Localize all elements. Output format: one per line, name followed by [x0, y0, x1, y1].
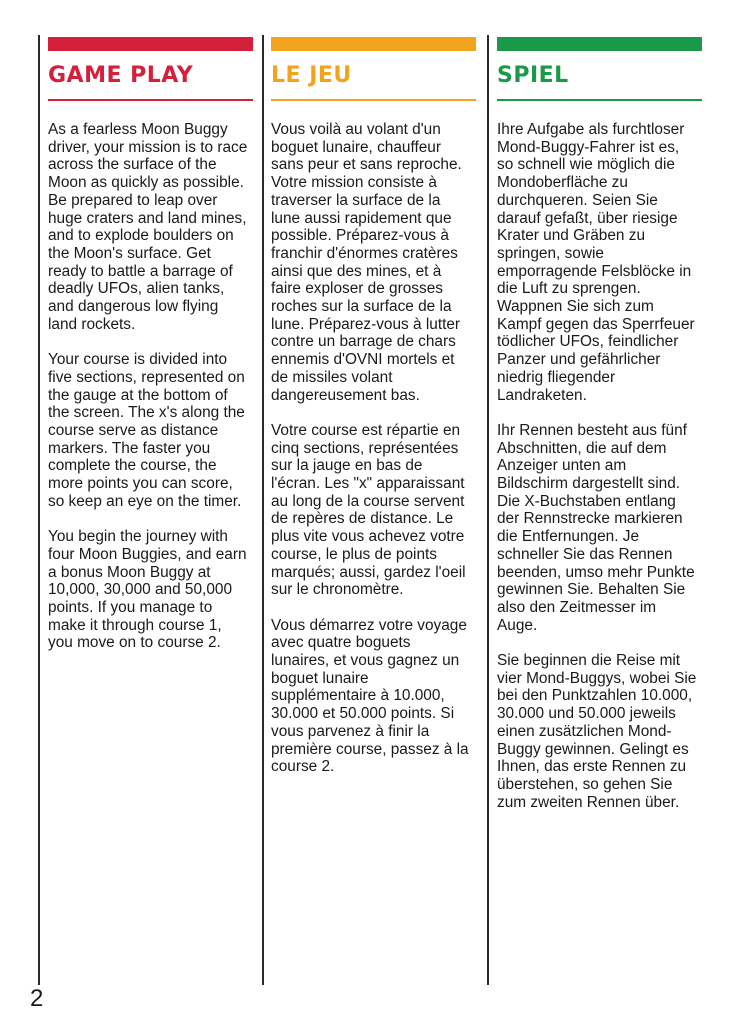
paragraph: Your course is divided into five sections, represented on the gauge at the bottom of the screen. The x's along the course serve as distance markers. The faster you complete the course, the more points you can score, so keep an eye on the timer.: [48, 351, 245, 510]
heading-spiel: SPIEL: [497, 63, 569, 88]
color-bar-green: [497, 37, 702, 51]
column-french: [271, 37, 476, 794]
body-text: [497, 121, 702, 811]
paragraph: Ihre Aufgabe als furchtloser Mond-Buggy-Fahrer ist es, so schnell wie möglich die Mondoberfläche zu durchqueren. Seien Sie darauf gefaßt, über riesige Krater und Gräben zu springen, sowie emporragende Felsblöcke in die Luft zu sprengen. Wappnen Sie sich zum Kampf gegen das Sperrfeuer tödlicher UFOs, feindlicher Panzer und gefährlicher niedrig fliegender Landraketen.: [497, 121, 695, 404]
body-text: [48, 121, 253, 652]
column-divider: [487, 35, 489, 985]
heading-underline: [497, 99, 702, 101]
paragraph: Votre course est répartie en cinq sections, représentées sur la jauge en bas de l'écran. Les "x" apparaissant au long de la course servent de repères de distance. Le plus vite vous achevez votre course, le plus de points marqués; aussi, gardez l'oeil sur le chronomètre.: [271, 421, 466, 599]
column-english: [48, 37, 253, 670]
heading-le-jeu: LE JEU: [271, 63, 352, 88]
paragraph: Vous démarrez votre voyage avec quatre boguets lunaires, et vous gagnez un boguet lunaire supplémentaire à 10.000, 30.000 et 50.000 points. Si vous parvenez à finir la première course, passez à la course 2.: [271, 616, 469, 776]
paragraph: Ihr Rennen besteht aus fünf Abschnitten, die auf dem Anzeiger unten am Bildschirm dargestellt sind. Die X-Buchstaben entlang der Rennstrecke markieren die Entfernungen. Je schneller Sie das Rennen beenden, umso mehr Punkte gewinnen Sie. Behalten Sie also den Zeitmesser im Auge.: [497, 421, 695, 634]
heading-underline: [48, 99, 253, 101]
column-divider: [262, 35, 264, 985]
color-bar-red: [48, 37, 253, 51]
heading-underline: [271, 99, 476, 101]
paragraph: Vous voilà au volant d'un boguet lunaire, chauffeur sans peur et sans reproche. Votre mission consiste à traverser la surface de la lune aussi rapidement que possible. Préparez-vous à franchir d'énormes cratères ainsi que des mines, et à faire exploser de grosses roches sur la surface de la lune. Préparez-vous à lutter contre un barrage de chars ennemis d'OVNI mortels et de missiles volant dangereusement bas.: [271, 121, 462, 404]
column-divider: [38, 35, 40, 985]
paragraph: As a fearless Moon Buggy driver, your mission is to race across the surface of the Moon as quickly as possible. Be prepared to leap over huge craters and land mines, and to explode boulders on the Moon's surface. Get ready to battle a barrage of deadly UFOs, alien tanks, and dangerous low flying land rockets.: [48, 121, 248, 333]
color-bar-yellow: [271, 37, 476, 51]
page-number: 2: [30, 985, 44, 1012]
paragraph: You begin the journey with four Moon Buggies, and earn a bonus Moon Buggy at 10,000, 30,000 and 50,000 points. If you manage to make it through course 1, you move on to course 2.: [48, 528, 247, 652]
paragraph: Sie beginnen die Reise mit vier Mond-Buggys, wobei Sie bei den Punktzahlen 10.000, 30.000 und 50.000 jeweils einen zusätzlichen Mond-Buggy gewinnen. Gelingt es Ihnen, das erste Rennen zu überstehen, so gehen Sie zum zweiten Rennen über.: [497, 652, 697, 811]
heading-game-play: GAME PLAY: [48, 63, 194, 88]
body-text: [271, 121, 476, 776]
column-german: [497, 37, 702, 829]
